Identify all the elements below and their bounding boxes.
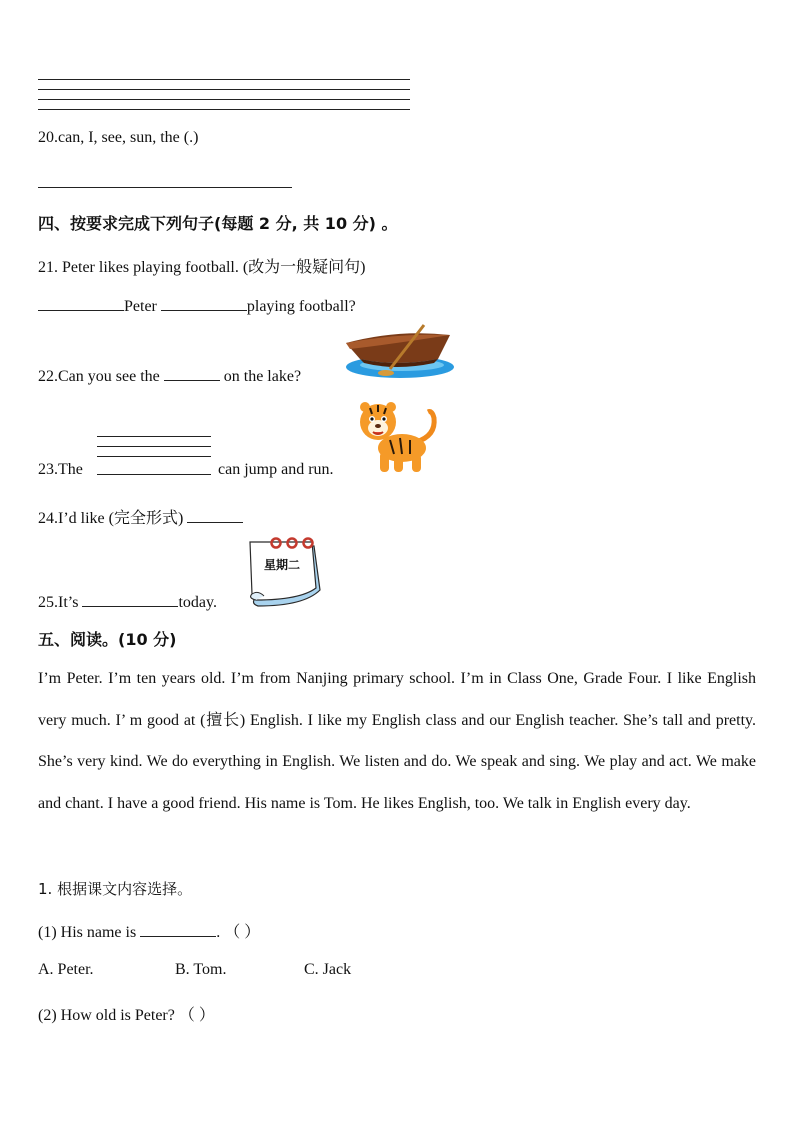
- task-1-title: 1. 根据课文内容选择。: [38, 880, 193, 898]
- boat-image: [340, 323, 458, 383]
- answer-word: playing football?: [246, 298, 356, 315]
- task-1-question-1: [38, 919, 260, 942]
- answer-blank[interactable]: [82, 592, 178, 607]
- calendar-label: 星期二: [264, 558, 301, 572]
- answer-line[interactable]: [97, 436, 211, 437]
- question-24: [38, 505, 243, 528]
- question-21: [38, 254, 366, 277]
- question-24-text: 24.I’d like (完全形式): [38, 510, 184, 527]
- question-22: [38, 366, 301, 386]
- answer-line: [38, 109, 410, 110]
- question-1-prefix: (1) His name is: [38, 924, 137, 941]
- question-23-prefix: 23.The: [38, 461, 83, 478]
- answer-word: Peter: [124, 298, 157, 315]
- answer-blank[interactable]: [164, 366, 220, 381]
- calendar-image: [244, 534, 324, 610]
- question-22-prefix: 22.Can you see the: [38, 368, 160, 385]
- question-21-answer: [38, 296, 356, 316]
- tiger-image: [356, 396, 444, 478]
- task-1-question-2: (2) How old is Peter? （ ）: [38, 1007, 215, 1024]
- answer-blank[interactable]: [140, 922, 216, 937]
- answer-line[interactable]: [97, 474, 211, 475]
- answer-line: [38, 99, 410, 100]
- answer-blank-20[interactable]: [38, 187, 292, 188]
- option-b[interactable]: B. Tom.: [175, 961, 227, 978]
- answer-blank[interactable]: [38, 296, 124, 311]
- section-4-heading: 四、按要求完成下列句子(每题 2 分, 共 10 分) 。: [38, 214, 398, 233]
- answer-line: [38, 89, 410, 90]
- question-22-suffix: on the lake?: [223, 368, 302, 385]
- question-20: [38, 129, 198, 147]
- section-5-heading: 五、阅读。(10 分): [38, 630, 177, 649]
- answer-line: [38, 79, 410, 80]
- answer-blank[interactable]: [161, 296, 247, 311]
- question-25: [38, 592, 217, 612]
- question-21-text: 21. Peter likes playing football. (改为一般疑问句): [38, 259, 366, 276]
- question-1-suffix: . （ ）: [216, 924, 261, 941]
- reading-passage: I’m Peter. I’m ten years old. I’m from Nanjing primary school. I’m in Class One, Grade Four. I like English very much. I’ m good at (擅长) English. I like my English class and our English teacher. She’s tall and pretty. She’s very kind. We do everything in English. We listen and do. We speak and sing. We play and act. We make and chant. I have a good friend. His name is Tom. He likes English, too. We talk in English every day.: [38, 670, 756, 812]
- option-c[interactable]: C. Jack: [304, 961, 352, 978]
- answer-line[interactable]: [97, 446, 211, 447]
- answer-blank[interactable]: [187, 508, 243, 523]
- option-a[interactable]: A. Peter.: [38, 961, 94, 978]
- question-25-prefix: 25.It’s: [38, 594, 79, 611]
- answer-line[interactable]: [97, 456, 211, 457]
- question-23-suffix: can jump and run.: [218, 461, 334, 478]
- question-25-suffix: today.: [178, 594, 217, 611]
- question-20-text: 20.can, I, see, sun, the (.): [38, 129, 199, 146]
